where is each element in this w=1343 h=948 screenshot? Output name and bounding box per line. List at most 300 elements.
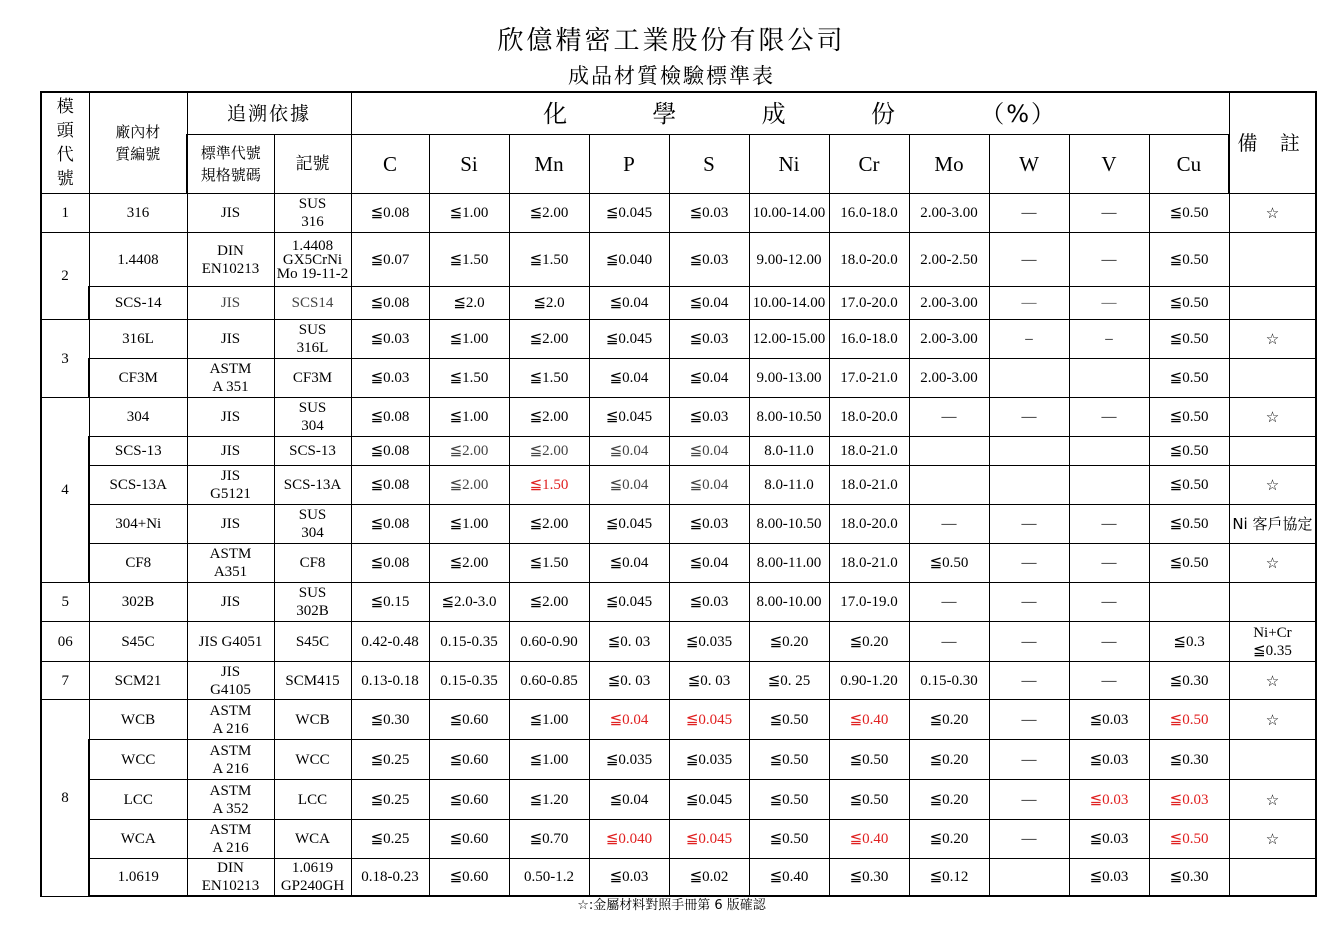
cell-material: 316 xyxy=(89,194,187,233)
header-marking: 記號 xyxy=(274,135,351,194)
cell-mn: ≦1.50 xyxy=(509,466,589,505)
mold-group-cell: 06 xyxy=(41,622,89,662)
cell-standard: ASTM A 216 xyxy=(187,740,274,780)
table-row xyxy=(41,505,1316,544)
cell-material: CF3M xyxy=(89,359,187,398)
cell-note: ☆ xyxy=(1229,780,1316,820)
mold-group-cell: 7 xyxy=(41,662,89,700)
cell-material: WCA xyxy=(89,820,187,859)
cell-cr: 18.0-21.0 xyxy=(829,544,909,583)
cell-si: ≦2.0 xyxy=(429,287,509,320)
table-row xyxy=(41,233,1316,287)
cell-ni: 8.00-10.00 xyxy=(749,583,829,622)
cell-cr: 17.0-21.0 xyxy=(829,359,909,398)
cell-s: ≦0.04 xyxy=(669,437,749,466)
cell-mark: S45C xyxy=(274,622,351,662)
cell-mo: 2.00-3.00 xyxy=(909,320,989,359)
mold-group-cell: 3 xyxy=(41,320,89,398)
cell-c: 0.13-0.18 xyxy=(351,662,429,700)
cell-v xyxy=(1069,466,1149,505)
cell-s: ≦0.03 xyxy=(669,398,749,437)
header-element-c: C xyxy=(351,135,429,194)
cell-standard: JIS xyxy=(187,437,274,466)
cell-mark: SUS 302B xyxy=(274,583,351,622)
cell-mn: ≦2.0 xyxy=(509,287,589,320)
cell-material: 304 xyxy=(89,398,187,437)
cell-w xyxy=(989,437,1069,466)
cell-mo: ≦0.20 xyxy=(909,700,989,740)
cell-material: LCC xyxy=(89,780,187,820)
company-name: 欣億精密工業股份有限公司 xyxy=(497,26,846,56)
cell-p: ≦0.045 xyxy=(589,583,669,622)
cell-v: — xyxy=(1069,398,1149,437)
cell-ni: ≦0.50 xyxy=(749,700,829,740)
cell-standard: JIS xyxy=(187,194,274,233)
cell-mo: — xyxy=(909,583,989,622)
cell-s: ≦0.02 xyxy=(669,859,749,897)
cell-mn: ≦2.00 xyxy=(509,505,589,544)
header-element-mn: Mn xyxy=(509,135,589,194)
cell-ni: ≦0.40 xyxy=(749,859,829,897)
cell-s: ≦0.04 xyxy=(669,359,749,398)
inspection-standard-table xyxy=(40,91,1317,897)
header-internal-code: 廠內材 質編號 xyxy=(89,92,187,194)
cell-note: ☆ xyxy=(1229,700,1316,740)
cell-mn: 0.60-0.85 xyxy=(509,662,589,700)
cell-standard: JIS xyxy=(187,287,274,320)
cell-cr: 18.0-21.0 xyxy=(829,437,909,466)
cell-w xyxy=(989,359,1069,398)
cell-mn: ≦1.50 xyxy=(509,359,589,398)
cell-mark: 1.4408 GX5CrNi Mo 19-11-2 xyxy=(274,233,351,287)
cell-mn: ≦1.00 xyxy=(509,700,589,740)
cell-standard: ASTM A 216 xyxy=(187,700,274,740)
header-chemical-composition xyxy=(351,92,1229,135)
cell-material: 316L xyxy=(89,320,187,359)
cell-mo: ≦0.12 xyxy=(909,859,989,897)
cell-mo: — xyxy=(909,505,989,544)
cell-mo xyxy=(909,437,989,466)
cell-p: ≦0.040 xyxy=(589,820,669,859)
cell-note: Ni 客戶協定 xyxy=(1229,505,1316,544)
cell-cu: ≦0.50 xyxy=(1149,544,1229,583)
cell-cu: ≦0.50 xyxy=(1149,320,1229,359)
cell-s: ≦0.045 xyxy=(669,700,749,740)
cell-v: — xyxy=(1069,287,1149,320)
cell-si: ≦2.00 xyxy=(429,437,509,466)
chemical-header-char: （%） xyxy=(980,99,1058,128)
cell-cu: ≦0.50 xyxy=(1149,466,1229,505)
cell-material: SCM21 xyxy=(89,662,187,700)
cell-standard: JIS G4051 xyxy=(187,622,274,662)
cell-mn: ≦2.00 xyxy=(509,398,589,437)
cell-material: 1.0619 xyxy=(89,859,187,897)
cell-note: ☆ xyxy=(1229,320,1316,359)
cell-material: WCC xyxy=(89,740,187,780)
cell-mn: ≦0.70 xyxy=(509,820,589,859)
cell-ni: 8.0-11.0 xyxy=(749,437,829,466)
cell-mark: SCS14 xyxy=(274,287,351,320)
header-element-mo: Mo xyxy=(909,135,989,194)
cell-s: ≦0.04 xyxy=(669,544,749,583)
cell-c: ≦0.30 xyxy=(351,700,429,740)
cell-mark: LCC xyxy=(274,780,351,820)
cell-cr: ≦0.50 xyxy=(829,740,909,780)
cell-v: ≦0.03 xyxy=(1069,820,1149,859)
cell-s: ≦0.045 xyxy=(669,780,749,820)
cell-s: ≦0.03 xyxy=(669,233,749,287)
cell-cu: ≦0.50 xyxy=(1149,437,1229,466)
cell-cr: 18.0-20.0 xyxy=(829,505,909,544)
cell-note xyxy=(1229,583,1316,622)
cell-ni: ≦0. 25 xyxy=(749,662,829,700)
cell-v: — xyxy=(1069,662,1149,700)
table-row xyxy=(41,780,1316,820)
cell-note: Ni+Cr ≦0.35 xyxy=(1229,622,1316,662)
cell-cr: ≦0.50 xyxy=(829,780,909,820)
table-row xyxy=(41,359,1316,398)
footnote: ☆:金屬材料對照手冊第 6 版確認 xyxy=(577,898,766,913)
cell-mo: 2.00-3.00 xyxy=(909,194,989,233)
cell-si: ≦0.60 xyxy=(429,740,509,780)
cell-mo: — xyxy=(909,398,989,437)
table-row xyxy=(41,583,1316,622)
cell-cu: ≦0.50 xyxy=(1149,505,1229,544)
cell-ni: ≦0.50 xyxy=(749,740,829,780)
cell-mark: SUS 304 xyxy=(274,398,351,437)
cell-c: ≦0.08 xyxy=(351,398,429,437)
cell-w: — xyxy=(989,700,1069,740)
cell-cu: ≦0.30 xyxy=(1149,740,1229,780)
chemical-header-char: 化 xyxy=(543,99,570,128)
cell-p: ≦0. 03 xyxy=(589,622,669,662)
cell-p: ≦0.04 xyxy=(589,544,669,583)
cell-mo: 2.00-3.00 xyxy=(909,287,989,320)
cell-p: ≦0.04 xyxy=(589,359,669,398)
cell-mn: ≦1.00 xyxy=(509,740,589,780)
cell-s: ≦0.03 xyxy=(669,194,749,233)
table-row xyxy=(41,398,1316,437)
cell-mn: ≦2.00 xyxy=(509,320,589,359)
table-row xyxy=(41,820,1316,859)
cell-note: ☆ xyxy=(1229,544,1316,583)
cell-w: — xyxy=(989,740,1069,780)
cell-si: ≦2.00 xyxy=(429,544,509,583)
cell-mark: SUS 316 xyxy=(274,194,351,233)
cell-cu: ≦0.3 xyxy=(1149,622,1229,662)
cell-s: ≦0.03 xyxy=(669,583,749,622)
cell-material: SCS-13A xyxy=(89,466,187,505)
cell-c: ≦0.08 xyxy=(351,466,429,505)
cell-s: ≦0.035 xyxy=(669,740,749,780)
cell-cr: ≦0.40 xyxy=(829,700,909,740)
cell-cr: ≦0.40 xyxy=(829,820,909,859)
cell-material: CF8 xyxy=(89,544,187,583)
cell-c: ≦0.08 xyxy=(351,437,429,466)
header-element-cu: Cu xyxy=(1149,135,1229,194)
cell-standard: ASTM A351 xyxy=(187,544,274,583)
cell-w: — xyxy=(989,622,1069,662)
cell-cr: 18.0-20.0 xyxy=(829,233,909,287)
cell-standard: JIS xyxy=(187,505,274,544)
cell-w: — xyxy=(989,287,1069,320)
cell-p: ≦0.045 xyxy=(589,194,669,233)
cell-p: ≦0.04 xyxy=(589,466,669,505)
cell-si: ≦1.00 xyxy=(429,505,509,544)
cell-mn: ≦2.00 xyxy=(509,194,589,233)
cell-v: ≦0.03 xyxy=(1069,740,1149,780)
cell-ni: 8.00-10.50 xyxy=(749,398,829,437)
cell-s: ≦0.03 xyxy=(669,505,749,544)
cell-mark: 1.0619 GP240GH xyxy=(274,859,351,897)
cell-cr: 18.0-20.0 xyxy=(829,398,909,437)
cell-mo: 2.00-2.50 xyxy=(909,233,989,287)
cell-mark: SUS 304 xyxy=(274,505,351,544)
cell-si: ≦1.00 xyxy=(429,194,509,233)
header-standard-code: 標準代號 規格號碼 xyxy=(187,135,274,194)
cell-note xyxy=(1229,233,1316,287)
cell-cu: ≦0.50 xyxy=(1149,820,1229,859)
cell-cu: ≦0.50 xyxy=(1149,287,1229,320)
cell-ni: 10.00-14.00 xyxy=(749,287,829,320)
cell-note: ☆ xyxy=(1229,194,1316,233)
table-row xyxy=(41,662,1316,700)
cell-standard: DIN EN10213 xyxy=(187,859,274,897)
cell-material: S45C xyxy=(89,622,187,662)
cell-standard: JIS xyxy=(187,583,274,622)
cell-si: ≦2.00 xyxy=(429,466,509,505)
cell-standard: ASTM A 216 xyxy=(187,820,274,859)
header-element-s: S xyxy=(669,135,749,194)
cell-c: ≦0.25 xyxy=(351,740,429,780)
cell-mark: WCA xyxy=(274,820,351,859)
cell-si: ≦1.00 xyxy=(429,320,509,359)
cell-w: – xyxy=(989,320,1069,359)
cell-standard: ASTM A 352 xyxy=(187,780,274,820)
cell-cr: ≦0.30 xyxy=(829,859,909,897)
mold-group-cell: 4 xyxy=(41,398,89,583)
cell-w: — xyxy=(989,398,1069,437)
cell-p: ≦0.045 xyxy=(589,320,669,359)
cell-mark: CF3M xyxy=(274,359,351,398)
cell-p: ≦0.045 xyxy=(589,505,669,544)
cell-si: 0.15-0.35 xyxy=(429,662,509,700)
cell-mo: ≦0.20 xyxy=(909,780,989,820)
cell-w xyxy=(989,859,1069,897)
table-row xyxy=(41,437,1316,466)
cell-mn: ≦1.50 xyxy=(509,544,589,583)
cell-si: 0.15-0.35 xyxy=(429,622,509,662)
table-row xyxy=(41,544,1316,583)
cell-cr: 17.0-20.0 xyxy=(829,287,909,320)
table-row xyxy=(41,194,1316,233)
cell-ni: 10.00-14.00 xyxy=(749,194,829,233)
cell-mn: ≦1.50 xyxy=(509,233,589,287)
cell-mo: ≦0.20 xyxy=(909,820,989,859)
cell-material: 1.4408 xyxy=(89,233,187,287)
cell-w: — xyxy=(989,544,1069,583)
mold-group-cell: 2 xyxy=(41,233,89,320)
cell-note xyxy=(1229,287,1316,320)
header-element-v: V xyxy=(1069,135,1149,194)
cell-p: ≦0.035 xyxy=(589,740,669,780)
cell-mn: 0.50-1.2 xyxy=(509,859,589,897)
cell-ni: ≦0.50 xyxy=(749,820,829,859)
cell-s: ≦0.04 xyxy=(669,466,749,505)
cell-w: — xyxy=(989,820,1069,859)
cell-c: ≦0.07 xyxy=(351,233,429,287)
cell-cu: ≦0.50 xyxy=(1149,194,1229,233)
cell-cu xyxy=(1149,583,1229,622)
cell-mo: 0.15-0.30 xyxy=(909,662,989,700)
cell-w: — xyxy=(989,583,1069,622)
cell-w: — xyxy=(989,662,1069,700)
cell-mark: WCB xyxy=(274,700,351,740)
cell-ni: 8.0-11.0 xyxy=(749,466,829,505)
cell-note xyxy=(1229,437,1316,466)
cell-cr: 18.0-21.0 xyxy=(829,466,909,505)
table-row xyxy=(41,700,1316,740)
cell-si: ≦0.60 xyxy=(429,859,509,897)
cell-mark: SCS-13A xyxy=(274,466,351,505)
cell-s: ≦0.03 xyxy=(669,320,749,359)
cell-p: ≦0.04 xyxy=(589,287,669,320)
cell-standard: JIS xyxy=(187,398,274,437)
cell-v: — xyxy=(1069,194,1149,233)
cell-s: ≦0.045 xyxy=(669,820,749,859)
cell-si: ≦0.60 xyxy=(429,700,509,740)
cell-s: ≦0.035 xyxy=(669,622,749,662)
cell-p: ≦0.03 xyxy=(589,859,669,897)
cell-v: ≦0.03 xyxy=(1069,859,1149,897)
cell-ni: 8.00-10.50 xyxy=(749,505,829,544)
cell-mo: — xyxy=(909,622,989,662)
table-row xyxy=(41,740,1316,780)
cell-mo: 2.00-3.00 xyxy=(909,359,989,398)
cell-v: – xyxy=(1069,320,1149,359)
cell-w: — xyxy=(989,780,1069,820)
cell-c: ≦0.08 xyxy=(351,287,429,320)
table-row xyxy=(41,466,1316,505)
cell-note: ☆ xyxy=(1229,662,1316,700)
cell-cu: ≦0.50 xyxy=(1149,233,1229,287)
cell-cr: 0.90-1.20 xyxy=(829,662,909,700)
cell-cu: ≦0.30 xyxy=(1149,859,1229,897)
cell-cu: ≦0.30 xyxy=(1149,662,1229,700)
cell-w: — xyxy=(989,233,1069,287)
header-element-p: P xyxy=(589,135,669,194)
cell-p: ≦0.04 xyxy=(589,780,669,820)
cell-note xyxy=(1229,859,1316,897)
cell-v: — xyxy=(1069,622,1149,662)
cell-v: — xyxy=(1069,233,1149,287)
cell-cr: 16.0-18.0 xyxy=(829,320,909,359)
cell-ni: 9.00-13.00 xyxy=(749,359,829,398)
cell-si: ≦1.50 xyxy=(429,359,509,398)
cell-cu: ≦0.50 xyxy=(1149,398,1229,437)
table-row xyxy=(41,287,1316,320)
mold-group-cell: 5 xyxy=(41,583,89,622)
cell-s: ≦0. 03 xyxy=(669,662,749,700)
cell-note xyxy=(1229,359,1316,398)
cell-mark: SCM415 xyxy=(274,662,351,700)
cell-note: ☆ xyxy=(1229,820,1316,859)
cell-si: ≦1.50 xyxy=(429,233,509,287)
cell-cu: ≦0.03 xyxy=(1149,780,1229,820)
cell-si: ≦1.00 xyxy=(429,398,509,437)
cell-v: ≦0.03 xyxy=(1069,700,1149,740)
cell-c: ≦0.15 xyxy=(351,583,429,622)
header-element-w: W xyxy=(989,135,1069,194)
cell-cu: ≦0.50 xyxy=(1149,700,1229,740)
cell-c: ≦0.08 xyxy=(351,544,429,583)
cell-standard: JIS xyxy=(187,320,274,359)
chemical-header-char: 份 xyxy=(870,99,897,128)
cell-note xyxy=(1229,740,1316,780)
cell-material: 304+Ni xyxy=(89,505,187,544)
cell-mn: ≦2.00 xyxy=(509,583,589,622)
cell-c: 0.42-0.48 xyxy=(351,622,429,662)
cell-ni: 12.00-15.00 xyxy=(749,320,829,359)
table-body xyxy=(41,194,1316,897)
chemical-header-char: 學 xyxy=(652,99,679,128)
cell-p: ≦0.040 xyxy=(589,233,669,287)
cell-v: ≦0.03 xyxy=(1069,780,1149,820)
cell-v: — xyxy=(1069,544,1149,583)
cell-v xyxy=(1069,359,1149,398)
cell-cr: 16.0-18.0 xyxy=(829,194,909,233)
cell-c: ≦0.25 xyxy=(351,780,429,820)
cell-w: — xyxy=(989,505,1069,544)
table-row xyxy=(41,622,1316,662)
mold-group-cell: 8 xyxy=(41,700,89,897)
cell-v: — xyxy=(1069,583,1149,622)
cell-s: ≦0.04 xyxy=(669,287,749,320)
table-row xyxy=(41,859,1316,897)
cell-note: ☆ xyxy=(1229,466,1316,505)
cell-standard: DIN EN10213 xyxy=(187,233,274,287)
document-title: 成品材質檢驗標準表 xyxy=(568,64,775,88)
cell-cr: ≦0.20 xyxy=(829,622,909,662)
cell-standard: JIS G5121 xyxy=(187,466,274,505)
cell-standard: JIS G4105 xyxy=(187,662,274,700)
header-element-cr: Cr xyxy=(829,135,909,194)
cell-mo xyxy=(909,466,989,505)
cell-w xyxy=(989,466,1069,505)
cell-mo: ≦0.20 xyxy=(909,740,989,780)
mold-group-cell: 1 xyxy=(41,194,89,233)
cell-mark: CF8 xyxy=(274,544,351,583)
cell-cr: 17.0-19.0 xyxy=(829,583,909,622)
cell-mark: WCC xyxy=(274,740,351,780)
cell-c: ≦0.08 xyxy=(351,505,429,544)
cell-w: — xyxy=(989,194,1069,233)
header-element-ni: Ni xyxy=(749,135,829,194)
cell-ni: ≦0.20 xyxy=(749,622,829,662)
cell-material: SCS-14 xyxy=(89,287,187,320)
cell-si: ≦2.0-3.0 xyxy=(429,583,509,622)
cell-cu: ≦0.50 xyxy=(1149,359,1229,398)
cell-p: ≦0. 03 xyxy=(589,662,669,700)
header-remarks: 備 註 xyxy=(1229,92,1316,194)
cell-c: 0.18-0.23 xyxy=(351,859,429,897)
cell-mn: 0.60-0.90 xyxy=(509,622,589,662)
table-row xyxy=(41,320,1316,359)
cell-ni: ≦0.50 xyxy=(749,780,829,820)
cell-material: SCS-13 xyxy=(89,437,187,466)
cell-ni: 9.00-12.00 xyxy=(749,233,829,287)
cell-c: ≦0.25 xyxy=(351,820,429,859)
